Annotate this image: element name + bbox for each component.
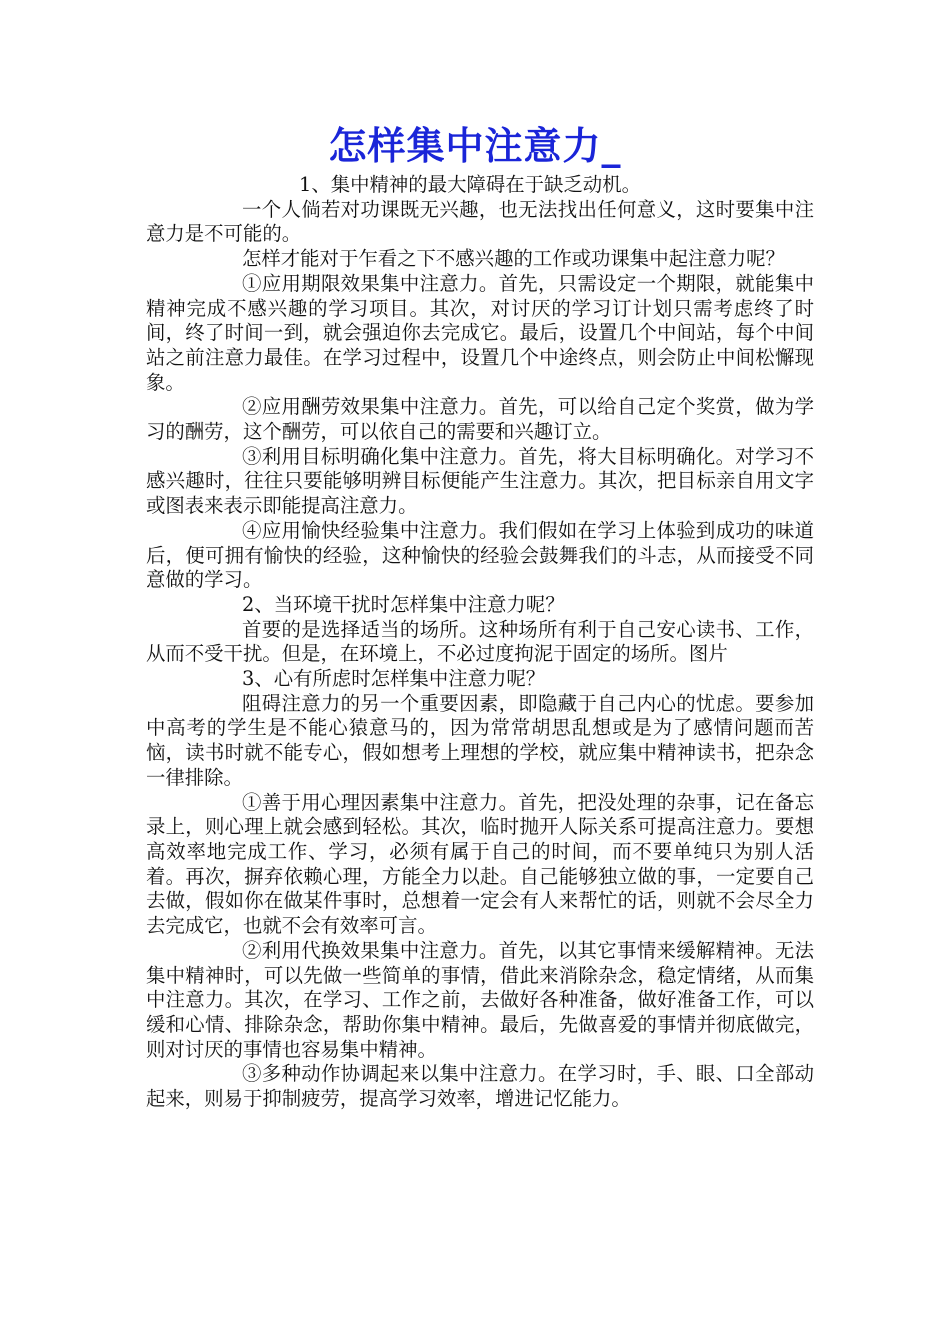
section-heading-3: 3、心有所虑时怎样集中注意力呢？ [242,667,546,691]
paragraph: ②应用酬劳效果集中注意力。首先，可以给自己定个奖赏，做为学习的酬劳，这个酬劳，可以依自己的需要和兴趣订立。 [146,395,814,444]
paragraph: ③多种动作协调起来以集中注意力。在学习时，手、眼、口全部动起来，则易于抑制疲劳，提高学习效率，增进记忆能力。 [146,1062,814,1111]
paragraph: 阻碍注意力的另一个重要因素，即隐藏于自己内心的忧虑。要参加中高考的学生是不能心猿意马的，因为常常胡思乱想或是为了感情问题而苦恼，读书时就不能专心，假如想考上理想的学校，就应集中精神读书，把杂念一律排除。 [146,691,814,789]
section-heading-1: 1、集中精神的最大障碍在于缺乏动机。 [299,173,641,196]
paragraph: ③利用目标明确化集中注意力。首先，将大目标明确化。对学习不感兴趣时，往往只要能够明辨目标便能产生注意力。其次，把目标亲自用文字或图表来表示即能提高注意力。 [146,444,814,518]
paragraph: ④应用愉快经验集中注意力。我们假如在学习上体验到成功的味道后，便可拥有愉快的经验，这种愉快的经验会鼓舞我们的斗志，从而接受不同意做的学习。 [146,518,814,592]
paragraph: 怎样才能对于乍看之下不感兴趣的工作或功课集中起注意力呢？ [242,247,785,271]
paragraph: ②利用代换效果集中注意力。首先，以其它事情来缓解精神。无法集中精神时，可以先做一些简单的事情，借此来消除杂念，稳定情绪，从而集中注意力。其次，在学习、工作之前，去做好各种准备，做好准备工作，可以缓和心情、排除杂念，帮助你集中精神。最后，先做喜爱的事情并彻底做完，则对讨厌的事情也容易集中精神。 [146,938,814,1061]
paragraph: 首要的是选择适当的场所。这种场所有利于自己安心读书、工作，从而不受干扰。但是，在环境上，不必过度拘泥于固定的场所。图片 [146,617,814,666]
section-heading-2: 2、当环境干扰时怎样集中注意力呢？ [242,592,565,616]
paragraph: 一个人倘若对功课既无兴趣，也无法找出任何意义，这时要集中注意力是不可能的。 [146,197,814,246]
document-body [146,173,814,1112]
document-title: 怎样集中注意力_ [328,123,622,168]
paragraph: ①应用期限效果集中注意力。首先，只需设定一个期限，就能集中精神完成不感兴趣的学习项目。其次，对讨厌的学习订计划只需考虑终了时间，终了时间一到，就会强迫你去完成它。最后，设置几个中间站，每个中间站之前注意力最佳。在学习过程中，设置几个中途终点，则会防止中间松懈现象。 [146,271,814,394]
paragraph: ①善于用心理因素集中注意力。首先，把没处理的杂事，记在备忘录上，则心理上就会感到轻松。其次，临时抛开人际关系可提高注意力。要想高效率地完成工作、学习，必须有属于自己的时间，而不要单纯只为别人活着。再次，摒弃依赖心理，方能全力以赴。自己能够独立做的事，一定要自己去做，假如你在做某件事时，总想着一定会有人来帮忙的话，则就不会尽全力去完成它，也就不会有效率可言。 [146,790,814,938]
